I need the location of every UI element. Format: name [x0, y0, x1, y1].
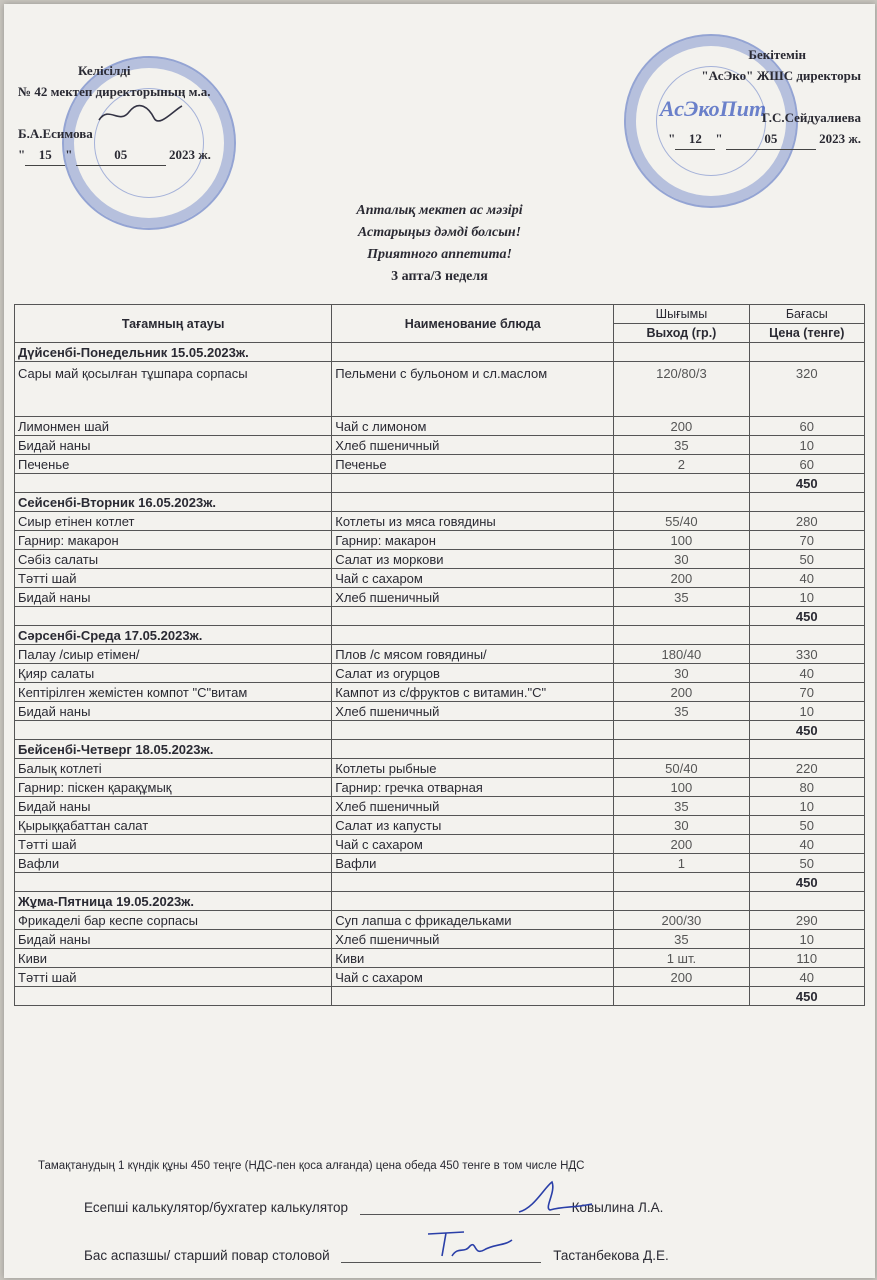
- approval-left-position: № 42 мектеп директорының м.а.: [18, 84, 211, 99]
- dish-ru: Салат из моркови: [332, 550, 614, 569]
- table-row: [15, 911, 865, 930]
- empty-cell: [332, 474, 614, 493]
- dish-kz: Лимонмен шай: [15, 417, 332, 436]
- empty-cell: [614, 892, 749, 911]
- day-title: Сәрсенбі-Среда 17.05.2023ж.: [15, 626, 332, 645]
- table-row: [15, 531, 865, 550]
- dish-ru: Киви: [332, 949, 614, 968]
- table-row: [15, 683, 865, 702]
- table-row: [15, 550, 865, 569]
- empty-cell: [749, 626, 864, 645]
- dish-kz: Тәтті шай: [15, 968, 332, 987]
- empty-cell: [15, 721, 332, 740]
- menu-title: Апталық мектеп ас мәзірі: [356, 203, 523, 218]
- day-header-row: [15, 343, 865, 362]
- accountant-signature: [514, 1178, 594, 1218]
- day-title: Бейсенбі-Четверг 18.05.2023ж.: [15, 740, 332, 759]
- dish-yield: 180/40: [614, 645, 749, 664]
- dish-price: 10: [749, 930, 864, 949]
- empty-cell: [15, 474, 332, 493]
- day-title: Жұма-Пятница 19.05.2023ж.: [15, 892, 332, 911]
- dish-kz: Қырыққабаттан салат: [15, 816, 332, 835]
- dish-price: 70: [749, 683, 864, 702]
- empty-cell: [614, 607, 749, 626]
- dish-yield: 1: [614, 854, 749, 873]
- empty-cell: [332, 343, 614, 362]
- empty-cell: [614, 987, 749, 1006]
- dish-price: 60: [749, 455, 864, 474]
- empty-cell: [749, 740, 864, 759]
- empty-cell: [614, 740, 749, 759]
- dish-kz: Тәтті шай: [15, 835, 332, 854]
- dish-yield: 30: [614, 550, 749, 569]
- dish-yield: 200: [614, 569, 749, 588]
- approval-left-title: Келісілді: [78, 63, 131, 78]
- table-row: [15, 816, 865, 835]
- menu-subtitle-ru: Приятного аппетита!: [367, 247, 512, 262]
- empty-cell: [332, 873, 614, 892]
- dish-ru: Вафли: [332, 854, 614, 873]
- chef-signature: [424, 1226, 514, 1262]
- dish-price: 40: [749, 569, 864, 588]
- dish-yield: 55/40: [614, 512, 749, 531]
- empty-cell: [15, 987, 332, 1006]
- signature-chef-role: Бас аспазшы/ старший повар столовой: [84, 1248, 330, 1263]
- dish-kz: Гарнир: піскен қарақұмық: [15, 778, 332, 797]
- dish-ru: Чай с сахаром: [332, 835, 614, 854]
- dish-price: 40: [749, 835, 864, 854]
- dish-kz: Вафли: [15, 854, 332, 873]
- day-total-row: [15, 987, 865, 1006]
- empty-cell: [749, 493, 864, 512]
- day-total-row: [15, 873, 865, 892]
- dish-ru: Чай с сахаром: [332, 569, 614, 588]
- dish-kz: Бидай наны: [15, 702, 332, 721]
- dish-yield: 30: [614, 816, 749, 835]
- table-row: [15, 512, 865, 531]
- dish-ru: Хлеб пшеничный: [332, 588, 614, 607]
- dish-price: 10: [749, 702, 864, 721]
- dish-kz: Гарнир: макарон: [15, 531, 332, 550]
- day-header-row: [15, 740, 865, 759]
- dish-kz: Сары май қосылған тұшпара сорпасы: [15, 362, 332, 417]
- table-row: [15, 588, 865, 607]
- dish-yield: 35: [614, 797, 749, 816]
- dish-yield: 120/80/3: [614, 362, 749, 417]
- menu-titles: [4, 200, 875, 288]
- dish-kz: Палау /сиыр етімен/: [15, 645, 332, 664]
- col-ru-name: Наименование блюда: [332, 305, 614, 343]
- dish-price: 110: [749, 949, 864, 968]
- empty-cell: [614, 493, 749, 512]
- dish-yield: 100: [614, 778, 749, 797]
- approval-right: [571, 44, 861, 150]
- dish-price: 70: [749, 531, 864, 550]
- approval-left-year: 2023 ж.: [168, 147, 211, 162]
- signature-accountant-name: Ковылина Л.А.: [571, 1200, 664, 1215]
- empty-cell: [332, 892, 614, 911]
- dish-kz: Бидай наны: [15, 588, 332, 607]
- day-total: 450: [749, 873, 864, 892]
- dish-ru: Гарнир: макарон: [332, 531, 614, 550]
- col-kz-name: Тағамның атауы: [15, 305, 332, 343]
- table-row: [15, 645, 865, 664]
- empty-cell: [614, 721, 749, 740]
- col-yield-kz: Шығымы: [614, 305, 749, 324]
- dish-yield: 200: [614, 417, 749, 436]
- dish-price: 220: [749, 759, 864, 778]
- dish-kz: Тәтті шай: [15, 569, 332, 588]
- table-row: [15, 759, 865, 778]
- empty-cell: [332, 987, 614, 1006]
- dish-price: 50: [749, 550, 864, 569]
- dish-kz: Киви: [15, 949, 332, 968]
- dish-price: 290: [749, 911, 864, 930]
- table-row: [15, 949, 865, 968]
- table-row: [15, 930, 865, 949]
- dish-yield: 100: [614, 531, 749, 550]
- dish-yield: 35: [614, 588, 749, 607]
- day-total: 450: [749, 721, 864, 740]
- empty-cell: [614, 873, 749, 892]
- dish-price: 320: [749, 362, 864, 417]
- menu-subtitle-kz: Астарыңыз дәмді болсын!: [357, 225, 522, 240]
- approval-right-position: "АсЭко" ЖШС директоры: [701, 68, 861, 83]
- dish-ru: Чай с сахаром: [332, 968, 614, 987]
- approval-right-title: Бекітемін: [748, 47, 806, 62]
- dish-kz: Сиыр етінен котлет: [15, 512, 332, 531]
- dish-price: 50: [749, 816, 864, 835]
- dish-ru: Котлеты рыбные: [332, 759, 614, 778]
- table-row: [15, 835, 865, 854]
- menu-table: [14, 304, 865, 1006]
- signature-chef: [84, 1248, 669, 1263]
- dish-yield: 200: [614, 835, 749, 854]
- approval-left-day: 15: [25, 144, 65, 166]
- approval-right-name: Г.С.Сейдуалиева: [761, 110, 861, 125]
- day-title: Дүйсенбі-Понедельник 15.05.2023ж.: [15, 343, 332, 362]
- dish-kz: Кептірілген жемістен компот "С"витам: [15, 683, 332, 702]
- table-row: [15, 569, 865, 588]
- empty-cell: [15, 873, 332, 892]
- dish-yield: 200: [614, 683, 749, 702]
- table-row: [15, 854, 865, 873]
- table-row: [15, 455, 865, 474]
- table-row: [15, 417, 865, 436]
- approval-right-date: " 12 " 05 2023 ж.: [571, 128, 861, 150]
- dish-ru: Суп лапша с фрикадельками: [332, 911, 614, 930]
- col-price-ru: Цена (тенге): [749, 324, 864, 343]
- footer-note: Тамақтанудың 1 күндік құны 450 теңге (НДС-пен қоса алғанда) цена обеда 450 тенге в том числе НДС: [38, 1160, 585, 1172]
- dish-yield: 35: [614, 436, 749, 455]
- approval-right-day: 12: [675, 128, 715, 150]
- table-row: [15, 778, 865, 797]
- col-yield-ru: Выход (гр.): [614, 324, 749, 343]
- header-row: [15, 305, 865, 324]
- dish-price: 40: [749, 968, 864, 987]
- table-row: [15, 664, 865, 683]
- menu-page: [4, 4, 875, 1278]
- menu-week: 3 апта/3 неделя: [391, 269, 488, 284]
- signature-accountant-role: Есепші калькулятор/бухгатер калькулятор: [84, 1200, 349, 1215]
- dish-kz: Бидай наны: [15, 797, 332, 816]
- dish-kz: Балық котлеті: [15, 759, 332, 778]
- director-signature: [94, 100, 184, 128]
- dish-kz: Фрикаделі бар кеспе сорпасы: [15, 911, 332, 930]
- dish-yield: 30: [614, 664, 749, 683]
- approval-right-year: 2023 ж.: [819, 131, 861, 146]
- dish-ru: Хлеб пшеничный: [332, 797, 614, 816]
- menu-body: [15, 343, 865, 1006]
- day-total-row: [15, 607, 865, 626]
- empty-cell: [332, 626, 614, 645]
- empty-cell: [749, 343, 864, 362]
- dish-kz: Бидай наны: [15, 930, 332, 949]
- dish-yield: 2: [614, 455, 749, 474]
- table-row: [15, 362, 865, 417]
- dish-price: 50: [749, 854, 864, 873]
- day-total-row: [15, 721, 865, 740]
- empty-cell: [749, 892, 864, 911]
- dish-yield: 200/30: [614, 911, 749, 930]
- dish-ru: Печенье: [332, 455, 614, 474]
- dish-price: 60: [749, 417, 864, 436]
- day-header-row: [15, 892, 865, 911]
- table-row: [15, 436, 865, 455]
- table-row: [15, 797, 865, 816]
- day-total: 450: [749, 987, 864, 1006]
- dish-ru: Котлеты из мяса говядины: [332, 512, 614, 531]
- dish-price: 280: [749, 512, 864, 531]
- approval-left-date: " 15 " 05 2023 ж.: [18, 144, 318, 166]
- table-row: [15, 968, 865, 987]
- empty-cell: [614, 474, 749, 493]
- dish-price: 10: [749, 797, 864, 816]
- dish-kz: Печенье: [15, 455, 332, 474]
- day-total: 450: [749, 474, 864, 493]
- dish-ru: Салат из капусты: [332, 816, 614, 835]
- dish-kz: Сәбіз салаты: [15, 550, 332, 569]
- dish-yield: 200: [614, 968, 749, 987]
- dish-ru: Пельмени с бульоном и сл.маслом: [332, 362, 614, 417]
- empty-cell: [332, 493, 614, 512]
- table-row: [15, 702, 865, 721]
- dish-yield: 35: [614, 930, 749, 949]
- empty-cell: [332, 740, 614, 759]
- dish-yield: 1 шт.: [614, 949, 749, 968]
- empty-cell: [332, 607, 614, 626]
- dish-yield: 35: [614, 702, 749, 721]
- day-header-row: [15, 626, 865, 645]
- empty-cell: [332, 721, 614, 740]
- dish-ru: Салат из огурцов: [332, 664, 614, 683]
- dish-ru: Хлеб пшеничный: [332, 930, 614, 949]
- empty-cell: [15, 607, 332, 626]
- empty-cell: [614, 343, 749, 362]
- signature-chef-name: Тастанбекова Д.Е.: [553, 1248, 669, 1263]
- day-total-row: [15, 474, 865, 493]
- dish-price: 10: [749, 436, 864, 455]
- approval-left-month: 05: [76, 144, 166, 166]
- dish-ru: Хлеб пшеничный: [332, 702, 614, 721]
- day-title: Сейсенбі-Вторник 16.05.2023ж.: [15, 493, 332, 512]
- dish-price: 330: [749, 645, 864, 664]
- dish-ru: Кампот из с/фруктов с витамин."С": [332, 683, 614, 702]
- approval-right-month: 05: [726, 128, 816, 150]
- dish-ru: Чай с лимоном: [332, 417, 614, 436]
- dish-ru: Плов /с мясом говядины/: [332, 645, 614, 664]
- dish-kz: Бидай наны: [15, 436, 332, 455]
- dish-price: 10: [749, 588, 864, 607]
- dish-ru: Хлеб пшеничный: [332, 436, 614, 455]
- dish-yield: 50/40: [614, 759, 749, 778]
- approval-left-name: Б.А.Есимова: [18, 126, 93, 141]
- col-price-kz: Бағасы: [749, 305, 864, 324]
- day-header-row: [15, 493, 865, 512]
- dish-price: 40: [749, 664, 864, 683]
- dish-price: 80: [749, 778, 864, 797]
- company-seal-text: АсЭкоПит: [659, 96, 767, 121]
- dish-kz: Қияр салаты: [15, 664, 332, 683]
- day-total: 450: [749, 607, 864, 626]
- empty-cell: [614, 626, 749, 645]
- dish-ru: Гарнир: гречка отварная: [332, 778, 614, 797]
